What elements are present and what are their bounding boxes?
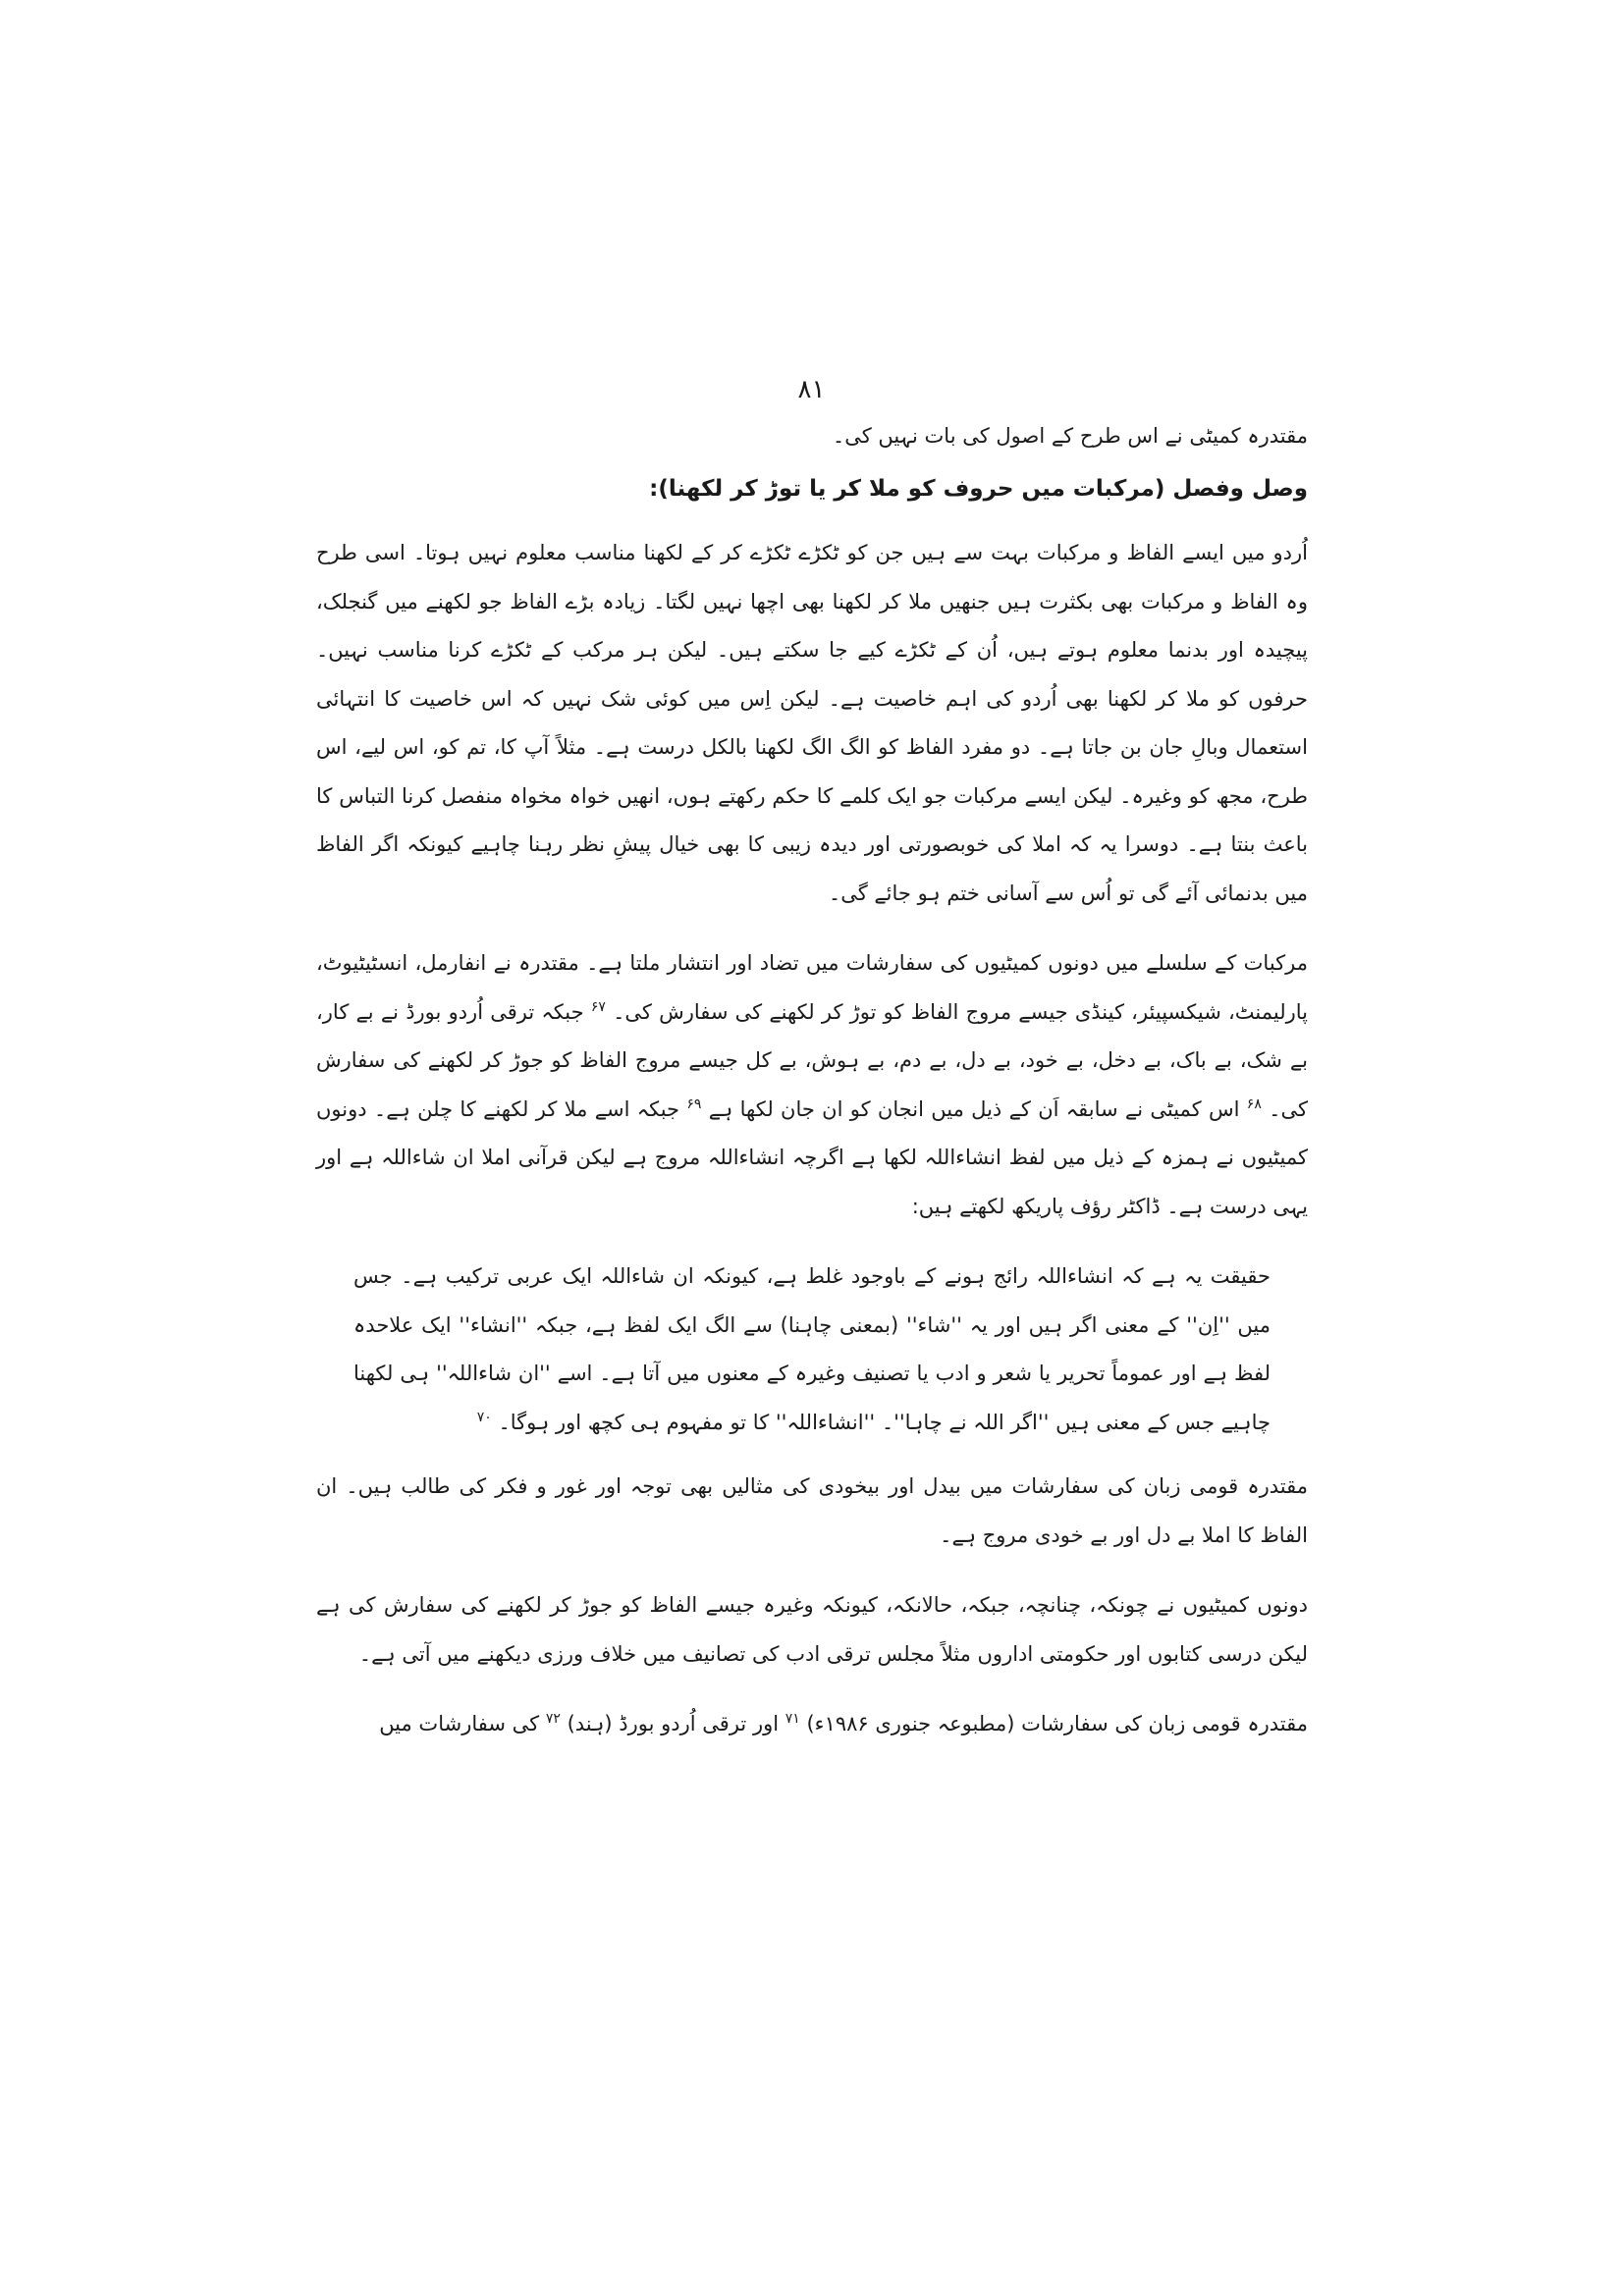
paragraph-4: دونوں کمیٹیوں نے چونکہ، چنانچہ، جبکہ، حالانکہ، کیونکہ وغیرہ جیسے الفاظ کو جوڑ کر لکھنے کی سفارش کی ہے لیکن درسی کتابوں اور حکومتی اداروں مثلاً مجلس ترقی ادب کی تصانیف میں خلاف ورزی دیکھنے میں آتی ہے۔ <box>316 1593 1308 1666</box>
block-quote-text: حقیقت یہ ہے کہ انشاءاللہ رائج ہونے کے باوجود غلط ہے، کیونکہ ان شاءاللہ ایک عربی ترکیب ہے۔ جس میں ''اِن'' کے معنی اگر ہیں اور یہ ''شاء'' (بمعنی چاہنا) سے الگ ایک لفظ ہے، جبکہ ''انشاء'' ایک علاحدہ لفظ ہے اور عموماً تحریر یا شعر و ادب یا تصنیف وغیرہ کے معنوں میں آتا ہے۔ اسے ''ان شاءاللہ'' ہی لکھنا چاہیے جس کے معنی ہیں ''اگر اللہ نے چاہا''۔ ''انشاءاللہ'' کا تو مفہوم ہی کچھ اور ہوگا۔ <box>353 1264 1271 1434</box>
footnote-ref: ۷۱ <box>784 1711 800 1727</box>
intro-line: مقتدرہ کمیٹی نے اس طرح کے اصول کی بات نہیں کی۔ <box>832 424 1308 448</box>
paragraph-2-text-d: جبکہ اسے ملا کر لکھنے کا چلن ہے۔ دونوں کمیٹیوں نے ہمزہ کے ذیل میں لفظ انشاءاللہ لکھا ہے اگرچہ انشاءاللہ مروج ہے لیکن قرآنی املا ان شاءاللہ ہے اور یہی درست ہے۔ ڈاکٹر رؤف پاریکھ لکھتے ہیں: <box>316 1096 1308 1218</box>
paragraph-2-text-c: اس کمیٹی نے سابقہ اَن کے ذیل میں انجان کو ان جان لکھا ہے <box>708 1096 1240 1121</box>
footnote-ref: ۶۷ <box>590 998 606 1015</box>
paragraph-2 <box>316 939 1308 1231</box>
page-number: ۸۱ <box>797 375 826 404</box>
page-body <box>316 412 1308 1771</box>
paragraph-3: مقتدرہ قومی زبان کی سفارشات میں بیدل اور بیخودی کی مثالیں بھی توجہ اور غور و فکر کی طالب ہیں۔ ان الفاظ کا املا بے دل اور بے خودی مروج ہے۔ <box>316 1474 1308 1547</box>
footnote-ref: ۶۹ <box>686 1095 702 1112</box>
paragraph-2-text-a: مرکبات کے سلسلے میں دونوں کمیٹیوں کی سفارشات میں تضاد اور انتشار ملتا ہے۔ مقتدرہ نے انفارمل، انسٹیٹیوٹ، پارلیمنٹ، شیکسپیئر، کینڈی جیسے مروج الفاظ کو توڑ کر لکھنے کی سفارش کی۔ <box>316 951 1309 1024</box>
footnote-ref: ۷۰ <box>476 1409 492 1425</box>
paragraph-5-text-c: کی سفارشات میں <box>379 1712 540 1735</box>
paragraph-5 <box>316 1700 1308 1749</box>
footnote-ref: ۷۲ <box>545 1711 561 1727</box>
section-heading: وصل وفصل (مرکبات میں حروف کو ملا کر یا توڑ کر لکھنا): <box>649 475 1308 502</box>
paragraph-5-text-b: اور ترقی اُردو بورڈ (ہند) <box>567 1712 780 1735</box>
paragraph-1: اُردو میں ایسے الفاظ و مرکبات بہت سے ہیں جن کو ٹکڑے ٹکڑے کر کے لکھنا مناسب معلوم نہیں ہوتا۔ اسی طرح وہ الفاظ و مرکبات بھی بکثرت ہیں جنھیں ملا کر لکھنا بھی اچھا نہیں لگتا۔ زیادہ بڑے الفاظ جو لکھنے میں گنجلک، پیچیدہ اور بدنما معلوم ہوتے ہیں، اُن کے ٹکڑے کیے جا سکتے ہیں۔ لیکن ہر مرکب کے ٹکڑے کرنا مناسب نہیں۔ حرفوں کو ملا کر لکھنا بھی اُردو کی اہم خاصیت ہے۔ لیکن اِس میں کوئی شک نہیں کہ اس خاصیت کا انتہائی استعمال وبالِ جان بن جاتا ہے۔ دو مفرد الفاظ کو الگ الگ لکھنا بالکل درست ہے۔ مثلاً آپ کا، تم کو، اس لیے، اس طرح، مجھ کو وغیرہ۔ لیکن ایسے مرکبات جو ایک کلمے کا حکم رکھتے ہوں، انھیں خواہ مخواہ منفصل کرنا التباس کا باعث بنتا ہے۔ دوسرا یہ کہ املا کی خوبصورتی اور دیدہ زیبی کا بھی خیال پیشِ نظر رہنا چاہیے کیونکہ اگر الفاظ میں بدنمائی آئے گی تو اُس سے آسانی ختم ہو جائے گی۔ <box>316 541 1308 905</box>
paragraph-5-text-a: مقتدرہ قومی زبان کی سفارشات (مطبوعہ جنوری ۱۹۸۶ء) <box>806 1712 1308 1735</box>
block-quote <box>353 1253 1271 1447</box>
footnote-ref: ۶۸ <box>1246 1095 1262 1112</box>
paragraph-2-text-b: جبکہ ترقی اُردو بورڈ نے بے کار، بے شک، بے باک، بے دخل، بے خود، بے دل، بے دم، بے ہوش، بے کل جیسے مروج الفاظ کو جوڑ کر لکھنے کی سفارش کی۔ <box>316 999 1308 1121</box>
